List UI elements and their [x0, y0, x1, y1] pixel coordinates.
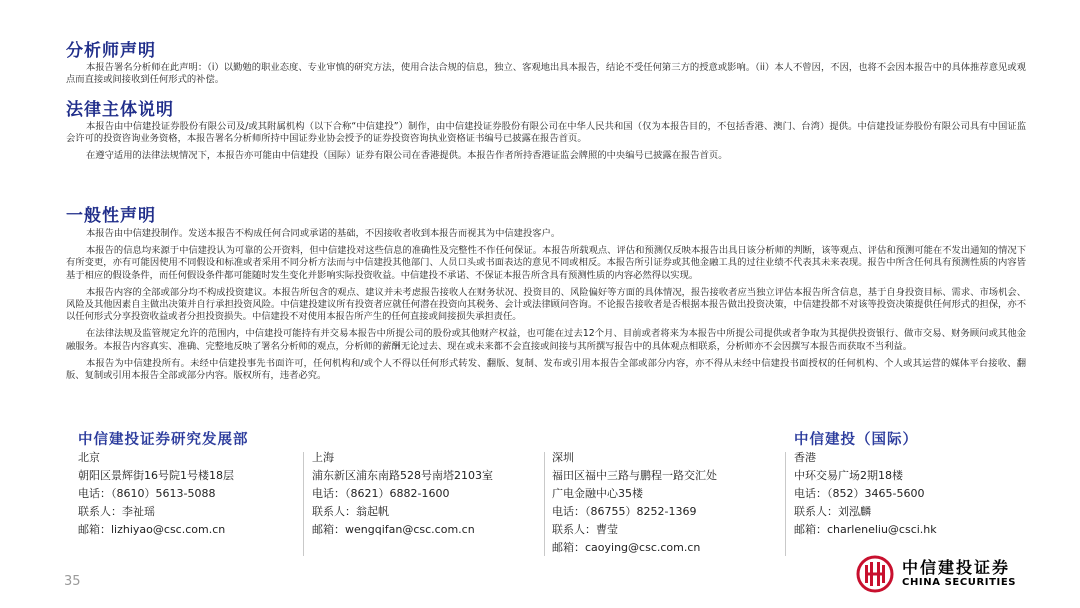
intl-heading: 中信建投（国际） — [794, 431, 918, 448]
research-dept-heading: 中信建投证券研究发展部 — [78, 431, 249, 448]
page-number: 35 — [64, 574, 81, 589]
office-contact: 联系人：李祉瑶 — [78, 505, 155, 518]
logo-cn-text: 中信建投证券 — [902, 558, 1011, 577]
logo-en-text: CHINA SECURITIES — [902, 577, 1017, 588]
legal-title: 法律主体说明 — [66, 100, 174, 120]
office-contact: 联系人：曹莹 — [552, 523, 618, 536]
general-paragraph: 在法律法规及监管规定允许的范围内，中信建投可能持有并交易本报告中所提公司的股份或其他财产权益，也可能在过去12个月、目前或者将来为本报告中所提公司提供或者争取为其提供投资银行、做市交易、财务顾问或其他金融服务。本报告内容真实、准确、完整地反映了署名分析师的观点，分析师的薪酬无论过去、现在或未来都不会直接或间接与其所撰写报告中的具体观点相联系，分析师亦不会因撰写本报告而获取不当利益。 — [66, 328, 1026, 352]
office-shanghai — [312, 449, 493, 539]
office-contact: 联系人：翁起帆 — [312, 505, 389, 518]
office-email[interactable]: 邮箱：lizhiyao@csc.com.cn — [78, 523, 226, 536]
divider — [785, 452, 786, 556]
office-email[interactable]: 邮箱：wengqifan@csc.com.cn — [312, 523, 475, 536]
office-phone: 电话：（8610）5613-5088 — [78, 487, 216, 500]
general-paragraph: 本报告由中信建投制作。发送本报告不构成任何合同或承诺的基础，不因接收者收到本报告而视其为中信建投客户。 — [86, 228, 561, 239]
office-email[interactable]: 邮箱：caoying@csc.com.cn — [552, 541, 701, 554]
analyst-paragraph: 本报告署名分析师在此声明：（i）以勤勉的职业态度、专业审慎的研究方法，使用合法合规的信息，独立、客观地出具本报告，结论不受任何第三方的授意或影响。（ii）本人不曾因，不因，也将不会因本报告中的具体推荐意见或观点而直接或间接收到任何形式的补偿。 — [66, 62, 1026, 86]
office-address: 福田区福中三路与鹏程一路交汇处 — [552, 469, 717, 482]
analyst-title: 分析师声明 — [66, 41, 156, 61]
office-address: 朝阳区景辉街16号院1号楼18层 — [78, 469, 234, 482]
divider — [544, 452, 545, 556]
office-phone: 电话：（852）3465-5600 — [794, 487, 925, 500]
analyst-section — [66, 40, 1026, 86]
office-phone: 电话：（8621）6882-1600 — [312, 487, 450, 500]
office-phone: 电话：（86755）8252-1369 — [552, 505, 697, 518]
divider — [303, 452, 304, 556]
office-hongkong — [794, 449, 937, 539]
office-city: 深圳 — [552, 451, 574, 464]
general-section — [66, 205, 1026, 382]
office-contact: 联系人：刘泓麟 — [794, 505, 871, 518]
legal-paragraph: 在遵守适用的法律法规情况下，本报告亦可能由中信建投（国际）证券有限公司在香港提供。本报告作者所持香港证监会牌照的中央编号已披露在报告首页。 — [86, 150, 728, 162]
general-title: 一般性声明 — [66, 206, 156, 226]
general-paragraph: 本报告为中信建投所有。未经中信建投事先书面许可，任何机构和/或个人不得以任何形式转发、翻版、复制、发布或引用本报告全部或部分内容，亦不得从未经中信建投书面授权的任何机构、个人或其运营的媒体平台接收、翻版、复制或引用本报告全部或部分内容。版权所有，违者必究。 — [66, 357, 1026, 382]
csc-logo-icon — [856, 555, 894, 593]
office-city: 上海 — [312, 451, 334, 464]
legal-paragraph: 本报告由中信建投证券股份有限公司及/或其附属机构（以下合称“中信建投”）制作，由中信建投证券股份有限公司在中华人民共和国（仅为本报告目的，不包括香港、澳门、台湾）提供。中信建投证券股份有限公司具有中国证监会许可的投资咨询业务资格，本报告署名分析师所持中国证券业协会授予的证券投资咨询执业资格证书编号已披露在报告首页。 — [66, 121, 1026, 145]
office-email[interactable]: 邮箱：charleneliu@csci.hk — [794, 523, 937, 536]
office-shenzhen — [552, 449, 717, 557]
legal-section — [66, 99, 1026, 163]
office-beijing — [78, 449, 234, 539]
general-paragraph: 本报告内容的全部或部分均不构成投资建议。本报告所包含的观点、建议并未考虑报告接收人在财务状况、投资目的、风险偏好等方面的具体情况，报告接收者应当独立评估本报告所含信息，基于自身投资目标、需求、市场机会、风险及其他因素自主做出决策并自行承担投资风险。中信建投建议所有投资者应就任何潜在投资向其税务、会计或法律顾问咨询。不论报告接收者是否根据本报告做出投资决策，中信建投都不对该等投资决策提供任何形式的担保，亦不以任何形式分享投资收益或者分担投资损失。中信建投不对使用本报告所产生的任何直接或间接损失承担责任。 — [66, 286, 1026, 323]
office-address: 中环交易广场2期18楼 — [794, 469, 903, 482]
office-address-line2: 广电金融中心35楼 — [552, 487, 643, 500]
company-logo — [856, 555, 1016, 593]
general-paragraph: 本报告的信息均来源于中信建投认为可靠的公开资料，但中信建投对这些信息的准确性及完整性不作任何保证。本报告所载观点、评估和预测仅反映本报告出具日该分析师的判断，该等观点、评估和预测可能在不发出通知的情况下有所变更，亦有可能因使用不同假设和标准或者采用不同分析方法而与中信建投其他部门、人员口头或书面表达的意见不同或相反。本报告所引证券或其他金融工具的过往业绩不代表其未来表现。报告中所含任何具有预测性质的内容皆基于相应的假设条件，而任何假设条件都可能随时发生变化并影响实际投资收益。中信建投不承诺、不保证本报告所含具有预测性质的内容必然得以实现。 — [66, 245, 1026, 281]
office-city: 北京 — [78, 451, 100, 464]
office-city: 香港 — [794, 451, 816, 464]
office-address: 浦东新区浦东南路528号南塔2103室 — [312, 469, 493, 482]
